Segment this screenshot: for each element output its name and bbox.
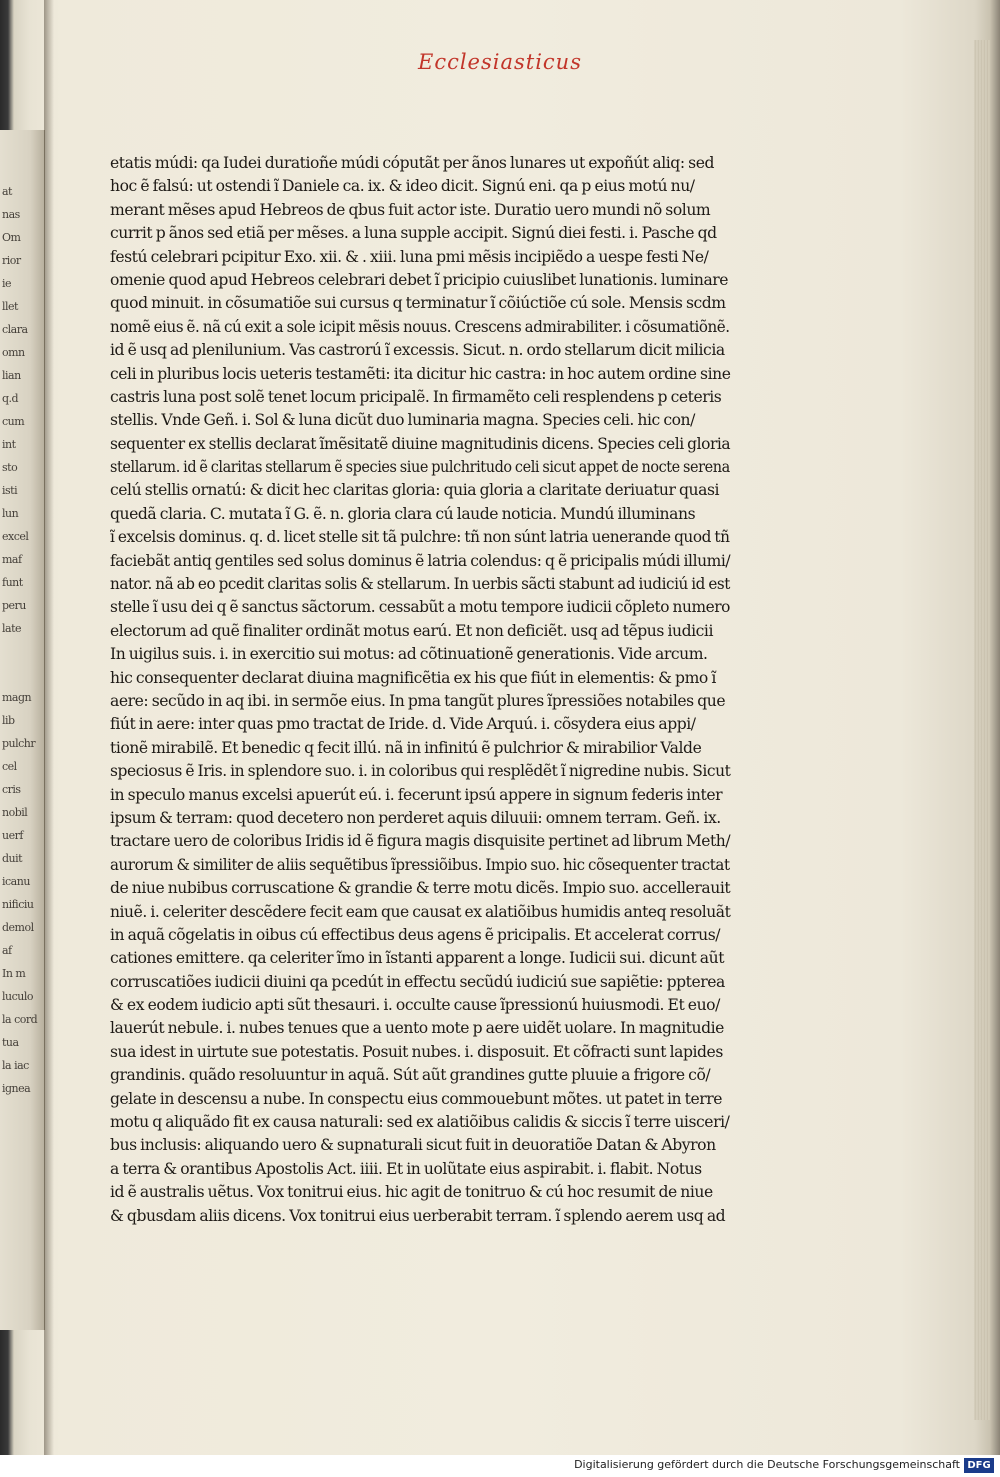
text-line: corruscatiões iudicii diuini qa pcedút in effectu secũdú iudiciú sue sapiẽtie: ppterea	[110, 972, 725, 991]
text-line: sequenter ex stellis declarat ĩmẽsitatẽ diuine magnitudinis dicens. Species celi gloria	[110, 434, 731, 453]
text-block	[110, 152, 730, 1228]
text-line: ĩ excelsis dominus. q. d. licet stelle sit tã pulchre: tñ non súnt latria uenerande quod tñ	[110, 528, 730, 547]
text-line: celi in pluribus locis ueteris testamẽti: ita dicitur hic castra: in hoc autem ordine sine	[110, 364, 731, 383]
text-line: bus inclusis: aliquando uero & supnaturali sicut fuit in deuoratiõe Datan & Abyron	[110, 1136, 716, 1155]
text-line: tionẽ mirabilẽ. Et benedic q fecit illú. nã in infinitú ẽ pulchrior & mirabilior Valde	[110, 738, 702, 757]
text-line: motu q aliquãdo fit ex causa naturali: sed ex alatiõibus calidis & siccis ĩ terre uisceri/	[110, 1113, 730, 1132]
left-page-margin	[0, 130, 45, 1330]
text-line: sua idest in uirtute sue potestatis. Posuit nubes. i. disposuit. Et cõfracti sunt lapides	[110, 1042, 723, 1061]
text-line: & ex eodem iudicio apti sũt thesauri. i. occulte cause ĩpressionú huiusmodi. Et euo/	[110, 996, 720, 1015]
text-line: cationes emittere. qa celeriter ĩmo in ĩstanti apparent a longe. Iudicii sui. dicunt aũt	[110, 949, 725, 968]
text-line: fiút in aere: inter quas pmo tractat de Iride. d. Vide Arquú. i. cõsydera eius appi/	[110, 715, 696, 734]
text-line: faciebãt antiq gentiles sed solus dominus ẽ latria colendus: q ẽ pricipalis múdi illumi/	[110, 551, 731, 570]
page-edge	[974, 40, 990, 1420]
footer-bar	[0, 1455, 1000, 1477]
text-line: a terra & orantibus Apostolis Act. iiii. Et in uolũtate eius aspirabit. i. flabit. Notus	[110, 1159, 702, 1178]
text-line: de niue nubibus corruscatione & grandie & terre motu dicẽs. Impio suo. accellerauit	[110, 879, 731, 898]
text-line: aurorum & similiter de aliis sequẽtibus ĩpressiõibus. Impio suo. hic cõsequenter tractat	[110, 855, 730, 874]
text-line: currit p ãnos sed etiã per mẽses. a luna supple accipit. Signú diei festi. i. Pasche qd	[110, 224, 717, 243]
text-line: in speculo manus excelsi apuerút eú. i. fecerunt ipsú appere in signum federis inter	[110, 785, 723, 804]
text-line: id ẽ usq ad plenilunium. Vas castrorú ĩ excessis. Sicut. n. ordo stellarum dicit milicia	[110, 341, 725, 360]
text-line: gelate in descensu a nube. In conspectu eius commouebunt mõtes. ut patet in terre	[110, 1089, 723, 1108]
text-line: merant mẽses apud Hebreos de qbus fuit actor iste. Duratio uero mundi nõ solum	[110, 200, 711, 219]
text-line: celú stellis ornatú: & dicit hec claritas gloria: quia gloria a claritate deriuatur quasi	[110, 481, 720, 500]
text-line: stellis. Vnde Geñ. i. Sol & luna dicũt duo luminaria magna. Species celi. hic con/	[110, 411, 695, 430]
text-line: hic consequenter declarat diuina magnificẽtia ex his que fiút in elementis: & pmo ĩ	[110, 668, 716, 687]
text-line: tractare uero de coloribus Iridis id ẽ figura magis disquisite pertinet ad librum Meth/	[110, 832, 731, 851]
text-line: speciosus ẽ Iris. in splendore suo. i. in coloribus qui resplẽdẽt ĩ nigredine nubis. Sicut	[110, 762, 731, 781]
text-line: etatis múdi: qa Iudei duratioñe múdi cóputãt per ãnos lunares ut expoñút aliq: sed	[110, 154, 715, 172]
text-line: ipsum & terram: quod decetero non perderet aquis diluuii: omnem terram. Geñ. ix.	[110, 808, 721, 827]
text-line: grandinis. quãdo resoluuntur in aquã. Sút aũt grandines gutte pluuie a frigore cõ/	[110, 1066, 711, 1085]
text-line: aere: secũdo in aq ibi. in sermõe eius. In pma tangũt plures ĩpressiões notabiles que	[110, 691, 726, 710]
text-line: festú celebrari pcipitur Exo. xii. & . xiii. luna pmi mẽsis incipiẽdo a uespe festi Ne/	[110, 247, 709, 266]
text-line: electorum ad quẽ finaliter ordinãt motus earú. Et non deficiẽt. usq ad tẽpus iudicii	[110, 621, 713, 640]
running-head: Ecclesiasticus	[417, 50, 582, 74]
dfg-logo: DFG	[964, 1458, 994, 1473]
text-line: quedã claria. C. mutata ĩ G. ẽ. n. gloria clara cú laude noticia. Mundú illuminans	[110, 504, 696, 523]
text-line: lauerút nebule. i. nubes tenues que a uento mote p aere uidẽt uolare. In magnitudie	[110, 1019, 724, 1038]
funding-credit: Digitalisierung gefördert durch die Deutsche Forschungsgemeinschaft	[574, 1458, 960, 1471]
text-line: nomẽ eius ẽ. nã cú exit a sole icipit mẽsis nouus. Crescens admirabiliter. i cõsumatiõnẽ.	[110, 317, 730, 336]
text-line: nator. nã ab eo pcedit claritas solis & stellarum. In uerbis sãcti stabunt ad iudiciú id est	[110, 575, 730, 594]
text-line: omenie quod apud Hebreos celebrari debet ĩ pricipio cuiuslibet lunationis. luminare	[110, 270, 729, 289]
text-line: In uigilus suis. i. in exercitio sui motus: ad cõtinuationẽ generationis. Vide arcum.	[110, 645, 708, 664]
text-line: quod minuit. in cõsumatiõe sui cursus q terminatur ĩ cõiúctiõe cú sole. Mensis scdm	[110, 294, 726, 313]
text-line: hoc ẽ falsú: ut ostendi ĩ Daniele ca. ix. & ideo dicit. Signú eni. qa p eius motú nu/	[110, 177, 695, 196]
text-line: id ẽ australis uẽtus. Vox tonitrui eius. hic agit de tonitruo & cú hoc resumit de niue	[110, 1183, 713, 1202]
text-line: stellarum. id ẽ claritas stellarum ẽ species siue pulchritudo celi sicut appet de nocte serena	[110, 458, 730, 477]
text-line: castris luna post solẽ tenet locum pricipalẽ. In firmamẽto celi resplendens p ceteris	[110, 387, 722, 406]
left-page-text: at nas Om rior ie llet clara omn lian q.d cum int sto isti lun excel maf funt peru late magn lib pulchr cel cris nobil uerf duit icanu nificiu demol af In m luculo la cord tua la iac ignea	[2, 185, 38, 1095]
text-line: stelle ĩ usu dei q ẽ sanctus sãctorum. cessabũt a motu tempore iudicii cõpleto numero	[110, 598, 730, 617]
text-line: niuẽ. i. celeriter descẽdere fecit eam que causat ex alatiõibus humidis anteq resoluãt	[110, 902, 731, 921]
text-line: & qbusdam aliis dicens. Vox tonitrui eius uerberabit terram. ĩ splendo aerem usq ad	[110, 1206, 726, 1225]
text-line: in aquã cõgelatis in oibus cú effectibus deus agens ẽ pricipalis. Et accelerat corrus/	[110, 925, 721, 944]
gutter-shadow	[44, 0, 54, 1455]
